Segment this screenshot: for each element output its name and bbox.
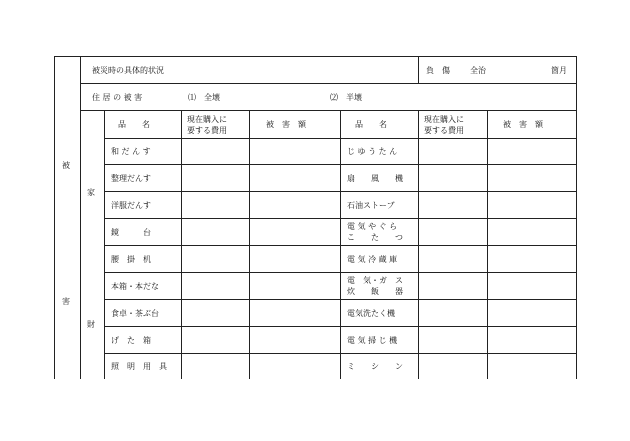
col-header-amount-right: 被 害 額	[503, 120, 543, 129]
left-item-3: 洋服だんす	[111, 201, 151, 210]
right-item-2: 扇 風 機	[347, 174, 403, 183]
row-divider-header	[80, 83, 576, 84]
side-label-damage-1: 被	[62, 161, 70, 170]
table-right-border	[576, 56, 577, 379]
right-item-3: 石油ストーブ	[347, 201, 395, 210]
right-item-6-line1: 電 気・ガ ス	[347, 276, 403, 285]
col-header-cost-right-line1: 現在購入に	[424, 115, 464, 124]
situation-label: 被災時の具体的状況	[92, 66, 164, 75]
col-divider-injury	[418, 56, 419, 83]
left-item-9: 照 明 用 具	[111, 362, 167, 371]
housing-label: 住 居 の 被 害	[92, 93, 143, 102]
right-item-7: 電気洗たく機	[347, 309, 395, 318]
side-divider-2	[104, 110, 105, 379]
col-header-item-left: 品 名	[118, 120, 150, 129]
right-item-9: ミ シ ン	[347, 362, 403, 371]
right-item-4-line2: こ た つ	[347, 233, 403, 242]
side-label-household: 家	[87, 188, 95, 197]
col-header-cost-right-line2: 要する費用	[424, 126, 464, 135]
left-item-6: 本箱・本だな	[111, 282, 159, 291]
left-item-2: 整理だんす	[111, 174, 151, 183]
left-item-5: 腰 掛 机	[111, 255, 151, 264]
left-item-1: 和 だ ん す	[111, 147, 151, 156]
housing-option-total: ⑴ 全壊	[188, 93, 220, 102]
col-divider-item-right	[418, 110, 419, 379]
right-item-6-line2: 炊 飯 器	[347, 287, 403, 296]
right-item-5: 電 気 冷 蔵 庫	[347, 255, 398, 264]
col-divider-cost-left	[249, 110, 250, 379]
row-divider-housing	[80, 110, 576, 111]
left-item-8: げ た 箱	[111, 336, 151, 345]
col-header-cost-left-line1: 現在購入に	[187, 115, 227, 124]
col-divider-amount-left	[340, 110, 341, 379]
housing-option-half: ⑵ 半壊	[330, 93, 362, 102]
table-left-border	[54, 56, 55, 379]
right-item-1: じ ゆ う た ん	[347, 147, 398, 156]
left-item-7: 食卓・茶ぶ台	[111, 309, 159, 318]
side-label-damage-2: 害	[62, 297, 70, 306]
right-item-8: 電 気 掃 じ 機	[347, 336, 398, 345]
right-item-4-line1: 電 気 や ぐ ら	[347, 222, 398, 231]
col-header-item-right: 品 名	[355, 120, 387, 129]
table-top-border	[54, 56, 576, 57]
months-unit: 箇月	[551, 66, 567, 75]
col-divider-item-left	[181, 110, 182, 379]
col-header-amount-left: 被 害 額	[266, 120, 306, 129]
col-header-cost-left-line2: 要する費用	[187, 126, 227, 135]
left-item-4: 鏡 台	[111, 228, 151, 237]
side-label-property: 財	[87, 320, 95, 329]
side-divider-1	[80, 56, 81, 379]
recovery-label: 全治	[470, 66, 486, 75]
col-divider-cost-right	[487, 110, 488, 379]
injury-label: 負 傷	[426, 66, 450, 75]
